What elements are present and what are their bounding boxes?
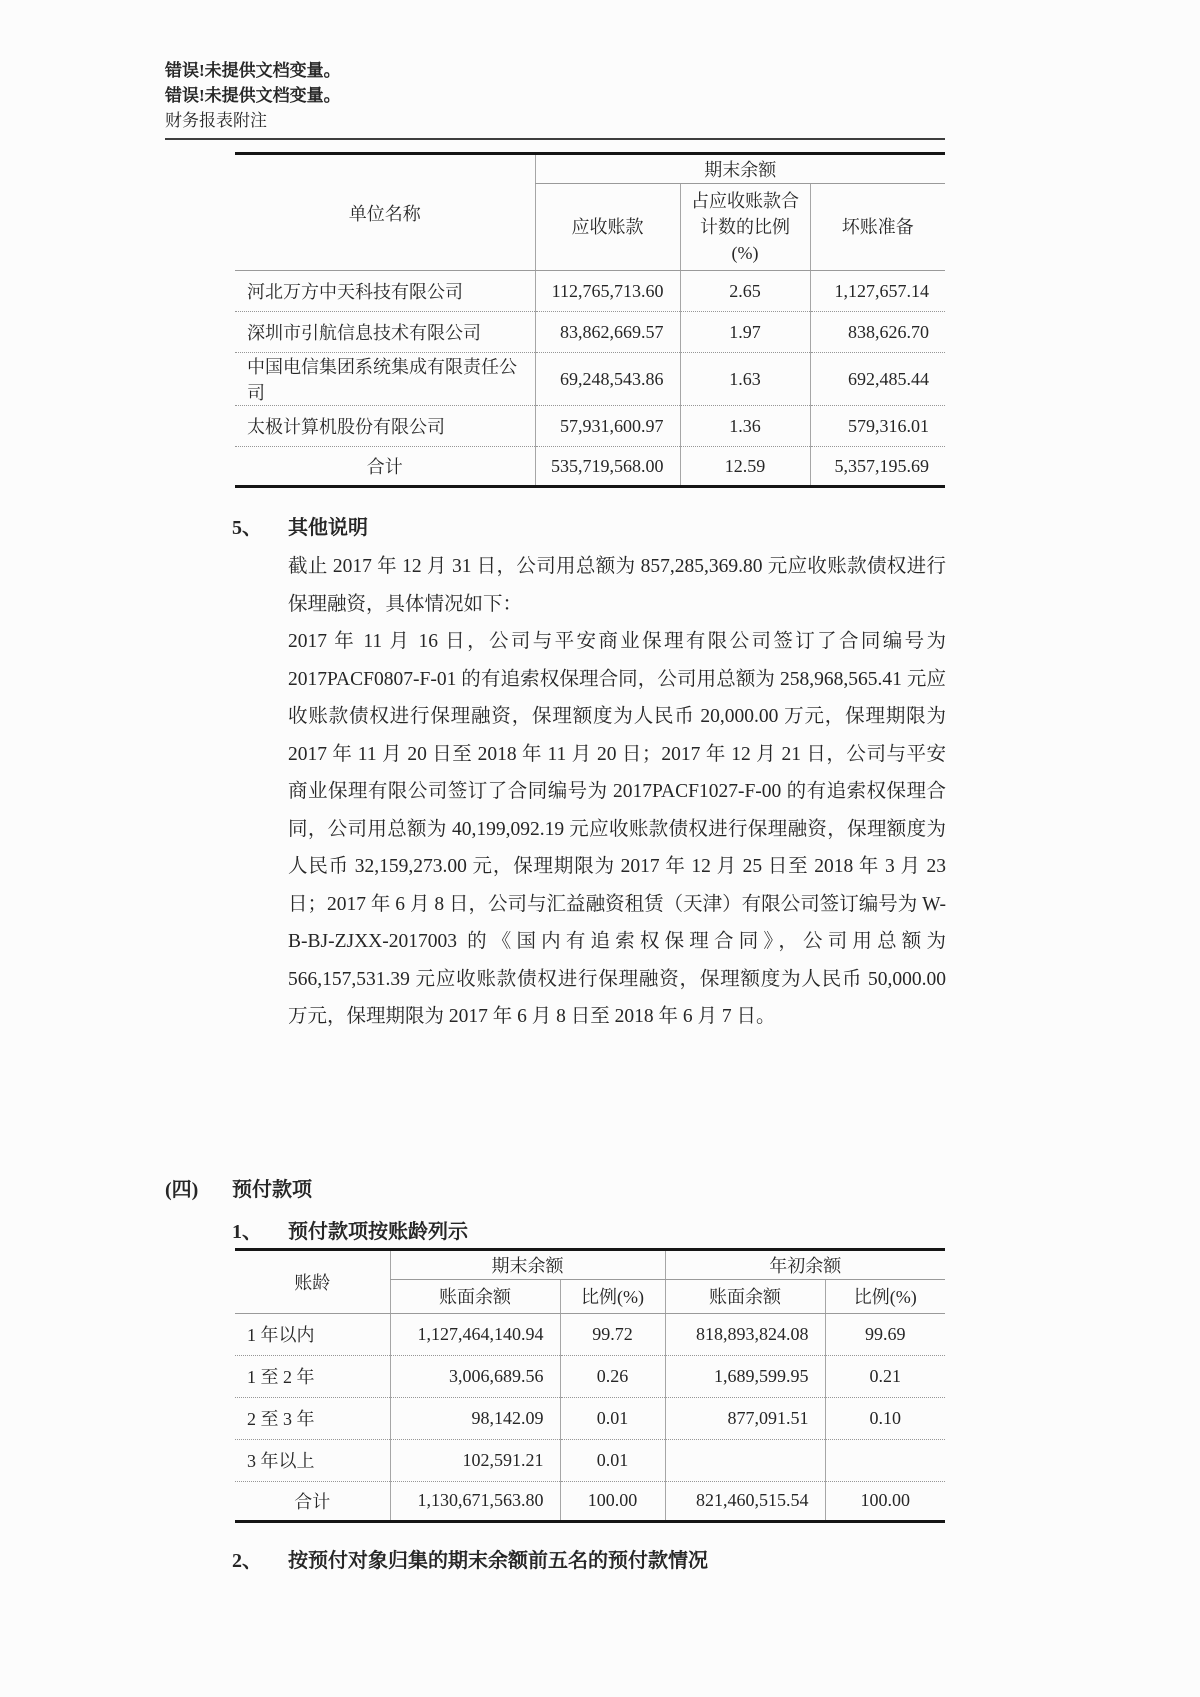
end-ratio-cell: 0.01 [560, 1397, 665, 1439]
begin-book-balance-cell: 1,689,599.95 [665, 1355, 825, 1397]
end-book-balance-cell: 1,127,464,140.94 [390, 1313, 560, 1355]
subsection-1-heading [232, 1218, 945, 1246]
total-ratio-cell: 12.59 [680, 447, 810, 487]
header-error-line-2: 错误!未提供文档变量。 [165, 86, 341, 105]
receivable-amount-cell: 69,248,543.86 [535, 353, 680, 406]
total-receivable-cell: 535,719,568.00 [535, 447, 680, 487]
total-label-cell: 合计 [294, 1491, 331, 1512]
col-header-bad-debt-provision: 坏账准备 [810, 184, 945, 271]
factoring-detail-paragraph: 2017 年 11 月 16 日，公司与平安商业保理有限公司签订了合同编号为 2017PACF0807-F-01 的有追索权保理合同，公司用总额为 258,968,565.41 元应收账款债权进行保理融资，保理额度为人民币 20,000.00 万元，保理期限为 2017 年 11 月 20 日至 2018 年 11 月 20 日；2017 年 12 月 21 日，公司与平安商业保理有限公司签订了合同编号为 2017PACF1027-F-00 的有追索权保理合同，公司用总额为 40,199,092.19 元应收账款债权进行保理融资，保理额度为人民币 32,159,273.00 元，保理期限为 2017 年 12 月 25 日至 2018 年 3 月 23 日；2017 年 6 月 8 日，公司与汇益融资租赁（天津）有限公司签订编号为 W-B-BJ-ZJXX-2017003 的《国内有追索权保理合同》，公司用总额为 566,157,531.39 元应收账款债权进行保理融资，保理额度为人民币 50,000.00 万元，保理期限为 2017 年 6 月 8 日至 2018 年 6 月 7 日。 [288, 631, 946, 1027]
table-row [235, 271, 945, 312]
col-header-aging: 账龄 [235, 1249, 390, 1313]
begin-book-balance-cell: 818,893,824.08 [665, 1313, 825, 1355]
col-header-accounts-receivable: 应收账款 [535, 184, 680, 271]
begin-book-balance-cell: 877,091.51 [665, 1397, 825, 1439]
bad-debt-cell: 1,127,657.14 [810, 271, 945, 312]
receivables-top-units-table [235, 152, 945, 488]
section-5-number: 5、 [232, 517, 262, 539]
header-error-line-1: 错误!未提供文档变量。 [165, 61, 341, 80]
unit-name-cell: 中国电信集团系统集成有限责任公司 [235, 353, 535, 406]
col-header-ratio-of-total: 占应收账款合计数的比例(%) [680, 184, 810, 271]
prepayments-aging-table [235, 1248, 945, 1523]
total-begin-book-cell: 821,460,515.54 [665, 1481, 825, 1521]
document-header [165, 58, 945, 140]
end-book-balance-cell: 102,591.21 [390, 1439, 560, 1481]
end-ratio-cell: 99.72 [560, 1313, 665, 1355]
begin-ratio-cell: 99.69 [825, 1313, 945, 1355]
table-row [235, 1313, 945, 1355]
ratio-cell: 1.63 [680, 353, 810, 406]
section-5-heading [232, 514, 945, 542]
begin-ratio-cell: 0.21 [825, 1355, 945, 1397]
section-5-title: 其他说明 [288, 517, 368, 539]
table-row [235, 312, 945, 353]
unit-name-cell: 太极计算机股份有限公司 [235, 406, 535, 447]
total-begin-ratio-cell: 100.00 [825, 1481, 945, 1521]
subsection-2-heading [232, 1547, 945, 1575]
begin-ratio-cell: 0.10 [825, 1397, 945, 1439]
receivable-amount-cell: 57,931,600.97 [535, 406, 680, 447]
col-header-book-balance-begin: 账面余额 [665, 1279, 825, 1313]
aging-cell: 3 年以上 [235, 1439, 390, 1481]
ratio-cell: 1.97 [680, 312, 810, 353]
unit-name-cell: 深圳市引航信息技术有限公司 [235, 312, 535, 353]
section-4-number: (四) [165, 1178, 199, 1201]
factoring-summary-paragraph: 截止 2017 年 12 月 31 日，公司用总额为 857,285,369.80 元应收账款债权进行保理融资，具体情况如下： [288, 556, 946, 615]
table-row [235, 406, 945, 447]
section-4-title: 预付款项 [232, 1178, 312, 1201]
subsection-2-title: 按预付对象归集的期末余额前五名的预付款情况 [288, 1549, 708, 1572]
aging-cell: 1 年以内 [235, 1313, 390, 1355]
end-ratio-cell: 0.01 [560, 1439, 665, 1481]
total-label-cell: 合计 [366, 457, 403, 477]
bad-debt-cell: 838,626.70 [810, 312, 945, 353]
col-group-beginning-balance: 年初余额 [665, 1249, 945, 1279]
receivable-amount-cell: 112,765,713.60 [535, 271, 680, 312]
end-book-balance-cell: 98,142.09 [390, 1397, 560, 1439]
ratio-cell: 1.36 [680, 406, 810, 447]
prepayments-table-wrapper [165, 1248, 945, 1523]
col-header-book-balance-end: 账面余额 [390, 1279, 560, 1313]
table-total-row [235, 447, 945, 487]
total-bad-debt-cell: 5,357,195.69 [810, 447, 945, 487]
col-header-unit-name: 单位名称 [235, 154, 535, 271]
begin-ratio-cell [825, 1439, 945, 1481]
subsection-2-number: 2、 [232, 1549, 262, 1572]
table-row [235, 1397, 945, 1439]
header-section-title: 财务报表附注 [165, 111, 267, 130]
unit-name-cell: 河北万方中天科技有限公司 [235, 271, 535, 312]
table-row [235, 1355, 945, 1397]
table-header-row [235, 154, 945, 184]
subsection-1-number: 1、 [232, 1220, 262, 1243]
aging-cell: 2 至 3 年 [235, 1397, 390, 1439]
table-row [235, 353, 945, 406]
bad-debt-cell: 579,316.01 [810, 406, 945, 447]
bad-debt-cell: 692,485.44 [810, 353, 945, 406]
total-end-book-cell: 1,130,671,563.80 [390, 1481, 560, 1521]
section-4-heading [165, 1176, 945, 1204]
col-header-ratio-end: 比例(%) [560, 1279, 665, 1313]
header-divider [165, 138, 945, 140]
ratio-cell: 2.65 [680, 271, 810, 312]
section-5-body [288, 548, 946, 1036]
col-group-period-end-balance: 期末余额 [390, 1249, 665, 1279]
col-header-ratio-begin: 比例(%) [825, 1279, 945, 1313]
end-ratio-cell: 0.26 [560, 1355, 665, 1397]
table-row [235, 1439, 945, 1481]
receivables-table-wrapper [165, 152, 945, 488]
total-end-ratio-cell: 100.00 [560, 1481, 665, 1521]
end-book-balance-cell: 3,006,689.56 [390, 1355, 560, 1397]
subsection-1-title: 预付款项按账龄列示 [288, 1220, 468, 1243]
aging-cell: 1 至 2 年 [235, 1355, 390, 1397]
receivable-amount-cell: 83,862,669.57 [535, 312, 680, 353]
table-total-row [235, 1481, 945, 1521]
begin-book-balance-cell [665, 1439, 825, 1481]
col-group-period-end-balance: 期末余额 [535, 154, 945, 184]
table-header-row [235, 1249, 945, 1279]
